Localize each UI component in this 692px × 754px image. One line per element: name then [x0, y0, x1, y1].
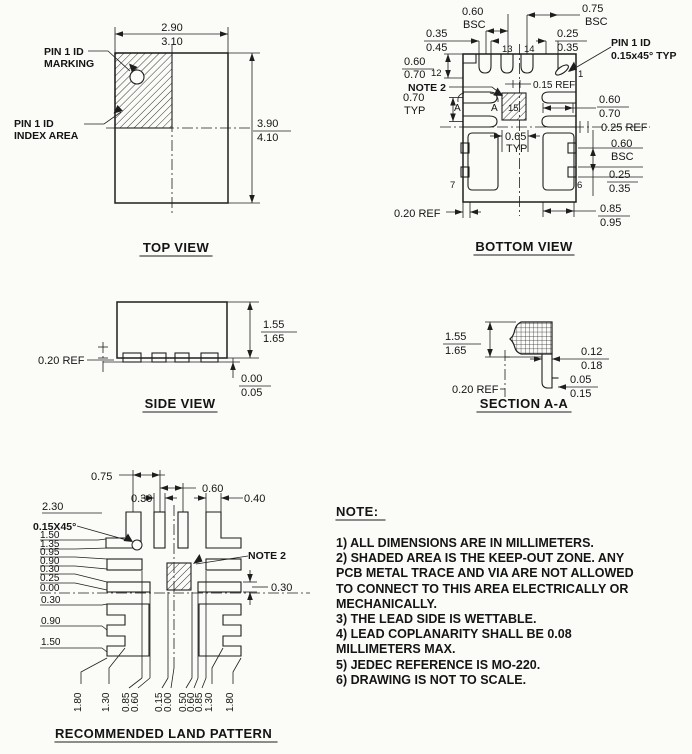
dim-top-height-max: 3.90 [257, 118, 279, 130]
dim-corner-max: 0.60 [404, 56, 426, 68]
pin-number-14: 14 [524, 44, 535, 55]
note-line: 5) JEDEC REFERENCE IS MO-220. [336, 658, 541, 672]
pad-14-slot [501, 54, 513, 73]
notes-heading: NOTE: [336, 504, 379, 519]
bottom-view [394, 3, 677, 255]
dim-standoff-max: 0.05 [241, 387, 263, 399]
right-pad-1 [542, 92, 576, 103]
land-pad-right [206, 559, 241, 570]
pin1-marking-label-line2: MARKING [44, 58, 95, 70]
dim-top-width-max: 2.90 [161, 22, 183, 34]
dim-flank-max: 0.25 [609, 169, 631, 181]
note-line: 1) ALL DIMENSIONS ARE IN MILLIMETERS. [336, 536, 594, 550]
note-line: 4) LEAD COPLANARITY SHALL BE 0.08 [336, 627, 572, 641]
exposed-pad-right [543, 133, 574, 190]
dim-pin1-bsc-unit: BSC [585, 16, 608, 28]
land-pad-right [198, 582, 241, 592]
dim-corner-min: 0.70 [404, 69, 426, 81]
dim-side-h-min: 1.65 [263, 333, 285, 345]
land-bottom-dim: 0.15 [154, 692, 165, 712]
pin-number-1: 1 [578, 69, 584, 80]
dim-section-ref020: 0.20 REF [452, 384, 499, 396]
note-line: PCB METAL TRACE AND VIA ARE NOT ALLOWED [336, 566, 634, 580]
pin1-index-hatch-area [115, 53, 172, 128]
land-note2-callout: NOTE 2 [248, 550, 286, 562]
section-mark-a-left: A [454, 103, 461, 114]
dim-pin1-bsc-val: 0.75 [582, 3, 604, 15]
pin1-id-label-line1: PIN 1 ID [611, 37, 651, 49]
dim-pitch-unit: TYP [404, 105, 426, 117]
section-lead-profile [542, 354, 552, 388]
dim-ref020: 0.20 REF [394, 208, 441, 220]
dim-standoff-min: 0.00 [241, 373, 263, 385]
note-line: 6) DRAWING IS NOT TO SCALE. [336, 673, 527, 687]
land-bottom-dim: 0.60 [130, 692, 141, 712]
land-left-dim: 1.35 [40, 539, 60, 550]
land-dim-040: 0.40 [244, 493, 266, 505]
wettable-flank-notch [568, 167, 576, 177]
land-pad-left [107, 582, 150, 592]
dim-top-bsc-unit: BSC [463, 19, 486, 31]
land-bottom-dim: 0.50 [178, 692, 189, 712]
land-left-dim: 0.00 [40, 583, 60, 594]
land-pad-top [178, 512, 188, 548]
dim-lead-t-max: 0.18 [581, 360, 603, 372]
land-bottom-dim: 1.80 [225, 692, 236, 712]
top-view-title: TOP VIEW [142, 240, 210, 255]
pin1-index-label-line2: INDEX AREA [14, 130, 79, 142]
right-pad-2 [542, 116, 576, 127]
land-dim-060: 0.60 [202, 483, 224, 495]
land-pad-corner-tr [206, 512, 241, 548]
land-dim-lines [40, 470, 268, 688]
land-bottom-dim: 1.30 [101, 692, 112, 712]
top-view [14, 22, 291, 256]
land-keepout-square [167, 563, 191, 590]
side-view-title: SIDE VIEW [144, 396, 216, 411]
dim-ref015: 0.15 REF [533, 80, 576, 91]
left-pad-2 [463, 116, 497, 127]
land-chamfer-label: 0.15X45° [33, 521, 77, 533]
dim-pad-w-max: 0.35 [426, 28, 448, 40]
land-left-dim: 1.50 [40, 530, 60, 541]
land-left-dim: 0.90 [40, 556, 60, 567]
dim-section-h-max: 1.55 [445, 331, 467, 343]
section-body-hatch [510, 322, 552, 354]
dim-side-ref020: 0.20 REF [38, 355, 85, 367]
side-body-outline [117, 302, 227, 358]
pin1-index-label-line1: PIN 1 ID [14, 118, 54, 130]
land-chamfer-circle [132, 540, 142, 550]
wettable-flank-notch [568, 143, 576, 153]
dim-right-len-min: 0.70 [599, 108, 621, 120]
land-bottom-dim: 1.80 [73, 692, 84, 712]
land-pad-comb-bl [107, 604, 149, 656]
exposed-pad-left [468, 133, 498, 190]
dim-side-h-max: 1.55 [263, 319, 285, 331]
land-pattern-title: RECOMMENDED LAND PATTERN [55, 726, 273, 741]
dim-pin1-w-max: 0.25 [557, 28, 579, 40]
pin12-corner-step [463, 54, 476, 63]
land-dim-075: 0.75 [91, 471, 113, 483]
dim-section-h-min: 1.65 [445, 345, 467, 357]
section-aa [443, 322, 609, 412]
dim-flank-bsc-val: 0.60 [611, 138, 633, 150]
pin-number-13: 13 [502, 44, 513, 55]
land-dim-230: 2.30 [42, 501, 64, 513]
land-left-dim: 0.95 [40, 547, 60, 558]
land-bottom-dim: 0.00 [163, 692, 174, 712]
notes-block [336, 504, 634, 687]
dim-lead-t-min: 0.12 [581, 346, 603, 358]
note-line: 2) SHADED AREA IS THE KEEP-OUT ZONE. ANY [336, 551, 625, 565]
pin-number-6: 6 [577, 180, 583, 191]
land-left-dim: 0.30 [41, 595, 61, 606]
pad-13-slot [479, 54, 491, 73]
section-aa-title: SECTION A-A [479, 396, 569, 411]
note-line: TO CONNECT TO THIS AREA ELECTRICALLY OR [336, 582, 629, 596]
dim-top-bsc-val: 0.60 [462, 6, 484, 18]
dim-center-unit: TYP [506, 143, 528, 155]
dim-center-val: 0.65 [505, 131, 527, 143]
dim-ref025: 0.25 REF [601, 122, 648, 134]
pad-top-slot [521, 54, 533, 73]
pin1-id-label-line2: 0.15x45° TYP [611, 50, 677, 62]
pin1-marking-label-line1: PIN 1 ID [44, 46, 84, 58]
bottom-view-title: BOTTOM VIEW [475, 239, 573, 254]
dim-top-height-min: 4.10 [257, 132, 279, 144]
land-dim-030t: 0.30 [131, 493, 153, 505]
pin-number-7: 7 [450, 180, 456, 191]
dim-pitch-val: 0.70 [403, 92, 425, 104]
dim-ep-max: 0.85 [600, 203, 622, 215]
land-bottom-dim: 0.85 [121, 692, 132, 712]
note-line: 3) THE LEAD SIDE IS WETTABLE. [336, 612, 537, 626]
land-bottom-dim: 1.30 [204, 692, 215, 712]
land-pad-top [154, 512, 165, 548]
land-pattern [33, 470, 310, 742]
land-dim-right-030: 0.30 [271, 582, 293, 594]
note-line: MECHANICALLY. [336, 597, 437, 611]
land-left-dim: 0.30 [40, 564, 60, 575]
land-bottom-dim: 0.60 [186, 692, 197, 712]
note2-callout: NOTE 2 [408, 82, 446, 94]
land-left-dim: 0.25 [40, 573, 60, 584]
land-pad-left [107, 559, 142, 570]
note-line: MILLIMETERS MAX. [336, 642, 456, 656]
dim-foot-max: 0.15 [570, 388, 592, 400]
dim-pad-w-min: 0.45 [426, 42, 448, 54]
side-view [38, 302, 297, 412]
land-bottom-dim: 0.85 [194, 692, 205, 712]
dim-foot-min: 0.05 [570, 374, 592, 386]
land-left-dim: 1.50 [41, 637, 61, 648]
dim-flank-min: 0.35 [609, 183, 631, 195]
pin-number-15: 15 [508, 103, 519, 114]
land-left-dim: 0.90 [41, 616, 61, 627]
dim-top-width-min: 3.10 [161, 36, 183, 48]
section-mark-a-right: A [491, 103, 498, 114]
dim-pin1-w-min: 0.35 [557, 42, 579, 54]
pin1-chamfer-mark [554, 63, 570, 77]
land-pad-comb-br [199, 604, 241, 656]
dim-right-len-max: 0.60 [599, 94, 621, 106]
pin-number-12: 12 [431, 68, 442, 79]
dim-flank-bsc-unit: BSC [611, 151, 634, 163]
dim-ep-min: 0.95 [600, 217, 622, 229]
